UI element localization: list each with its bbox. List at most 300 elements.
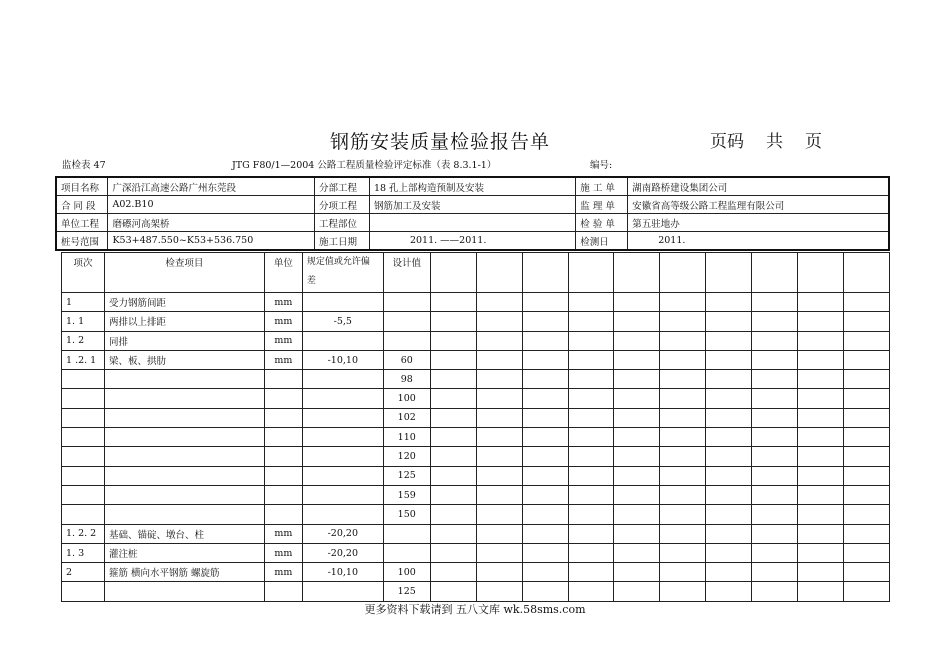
measure-cell — [476, 331, 522, 350]
measure-cell — [706, 428, 752, 447]
info-label: 施工日期 — [315, 232, 370, 251]
table-row — [62, 389, 890, 408]
measure-cell — [660, 293, 706, 312]
cell-unit: mm — [264, 331, 302, 350]
measure-cell — [568, 524, 614, 543]
measure-cell — [844, 563, 890, 582]
cell-unit — [264, 582, 302, 601]
cell-item: 梁、板、拱肋 — [104, 350, 264, 369]
measure-cell — [706, 370, 752, 389]
cell-design: 100 — [383, 389, 430, 408]
info-value: 安徽省高等级公路工程监理有限公司 — [628, 196, 889, 214]
cell-tol — [302, 582, 383, 601]
page-total-label: 共 — [766, 132, 783, 152]
cell-unit — [264, 408, 302, 427]
table-row — [62, 447, 890, 466]
measure-cell — [568, 563, 614, 582]
measure-cell — [476, 408, 522, 427]
measure-cell — [798, 543, 844, 562]
measure-cell — [798, 408, 844, 427]
measure-cell — [476, 350, 522, 369]
cell-tol — [302, 370, 383, 389]
cell-tol — [302, 505, 383, 524]
table-row — [62, 428, 890, 447]
cell-unit — [264, 447, 302, 466]
measure-cell — [522, 350, 568, 369]
cell-item — [104, 485, 264, 504]
project-info-table — [55, 176, 890, 251]
table-row — [62, 312, 890, 331]
cell-item — [104, 408, 264, 427]
measure-cell — [798, 389, 844, 408]
info-value: 18 孔上部构造预制及安装 — [369, 177, 575, 196]
cell-design — [383, 524, 430, 543]
measure-cell — [752, 370, 798, 389]
table-row — [62, 466, 890, 485]
measure-cell — [476, 485, 522, 504]
cell-unit — [264, 466, 302, 485]
cell-item: 箍筋 横向水平钢筋 螺旋筋 — [104, 563, 264, 582]
cell-item — [104, 370, 264, 389]
measure-cell — [706, 563, 752, 582]
measure-cell — [614, 485, 660, 504]
measure-cell — [430, 370, 476, 389]
measure-cell — [568, 543, 614, 562]
info-value: 磨礤河高架桥 — [108, 214, 315, 232]
measure-cell — [568, 293, 614, 312]
measure-cell — [844, 350, 890, 369]
measure-cell — [430, 582, 476, 601]
header-tolerance: 规定值或允许偏差 — [302, 253, 383, 293]
measure-cell — [522, 408, 568, 427]
measure-cell — [798, 312, 844, 331]
measure-cell — [476, 543, 522, 562]
measure-cell — [706, 350, 752, 369]
measure-cell — [614, 293, 660, 312]
measure-cell — [568, 408, 614, 427]
info-label: 分项工程 — [315, 196, 370, 214]
cell-item: 基础、锚碇、墩台、柱 — [104, 524, 264, 543]
measure-cell — [430, 428, 476, 447]
measure-cell — [752, 331, 798, 350]
measure-cell — [614, 331, 660, 350]
cell-design: 125 — [383, 466, 430, 485]
measure-cell — [430, 389, 476, 408]
cell-unit: mm — [264, 312, 302, 331]
measure-cell — [522, 485, 568, 504]
measure-cell — [430, 466, 476, 485]
measure-cell — [706, 447, 752, 466]
measure-cell — [522, 312, 568, 331]
measure-cell — [706, 505, 752, 524]
measure-cell — [798, 447, 844, 466]
measure-cell — [568, 485, 614, 504]
cell-tol: -10,10 — [302, 350, 383, 369]
cell-item: 两排以上排距 — [104, 312, 264, 331]
measure-cell — [568, 582, 614, 601]
info-value: K53+487.550~K53+536.750 — [108, 232, 315, 251]
measure-cell — [706, 485, 752, 504]
measure-cell — [706, 466, 752, 485]
measure-cell — [614, 447, 660, 466]
cell-unit: mm — [264, 293, 302, 312]
measure-cell — [522, 505, 568, 524]
measure-cell — [568, 428, 614, 447]
cell-no: 1. 1 — [62, 312, 105, 331]
measure-cell — [476, 563, 522, 582]
measure-cell — [568, 370, 614, 389]
measure-cell — [430, 447, 476, 466]
info-label: 检测日 — [576, 232, 628, 251]
cell-design — [383, 331, 430, 350]
measure-cell — [844, 582, 890, 601]
measure-cell — [706, 331, 752, 350]
measure-cell — [660, 543, 706, 562]
cell-no: 1 .2. 1 — [62, 350, 105, 369]
cell-no: 1. 3 — [62, 543, 105, 562]
measure-cell — [844, 466, 890, 485]
measure-cell — [614, 389, 660, 408]
measure-cell — [752, 543, 798, 562]
measure-cell — [476, 389, 522, 408]
info-value — [369, 214, 575, 232]
info-label: 桩号范围 — [56, 232, 108, 251]
measure-cell — [614, 466, 660, 485]
info-label: 单位工程 — [56, 214, 108, 232]
measure-cell — [660, 428, 706, 447]
cell-no: 1 — [62, 293, 105, 312]
cell-no: 2 — [62, 563, 105, 582]
measure-cell — [660, 370, 706, 389]
cell-unit — [264, 505, 302, 524]
info-value: 湖南路桥建设集团公司 — [628, 177, 889, 196]
measure-cell — [476, 312, 522, 331]
measure-cell — [614, 428, 660, 447]
measure-cell — [660, 447, 706, 466]
cell-no — [62, 408, 105, 427]
cell-unit — [264, 428, 302, 447]
measure-cell — [568, 331, 614, 350]
measure-cell — [798, 350, 844, 369]
measure-cell — [752, 447, 798, 466]
measure-cell — [522, 370, 568, 389]
cell-no — [62, 389, 105, 408]
measure-cell — [844, 524, 890, 543]
cell-design: 102 — [383, 408, 430, 427]
measure-cell — [752, 505, 798, 524]
measure-cell — [798, 582, 844, 601]
measure-cell — [752, 466, 798, 485]
table-header-row — [62, 253, 890, 293]
measure-cell — [706, 582, 752, 601]
info-value: 第五驻地办 — [628, 214, 889, 232]
measure-cell — [522, 447, 568, 466]
measure-cell — [522, 582, 568, 601]
info-row — [56, 177, 889, 196]
info-value: 2011. — [628, 232, 889, 251]
measure-cell — [430, 293, 476, 312]
measure-cell — [614, 524, 660, 543]
cell-design — [383, 293, 430, 312]
measure-cell — [752, 293, 798, 312]
cell-no — [62, 485, 105, 504]
measure-cell — [476, 466, 522, 485]
cell-item: 受力钢筋间距 — [104, 293, 264, 312]
inspection-table — [61, 252, 890, 602]
measure-cell — [798, 293, 844, 312]
measure-cell — [522, 331, 568, 350]
measure-cell — [844, 293, 890, 312]
page-info — [710, 127, 844, 152]
measure-cell — [660, 466, 706, 485]
measure-cell — [614, 543, 660, 562]
measure-cell — [844, 543, 890, 562]
measure-cell — [614, 350, 660, 369]
table-row — [62, 293, 890, 312]
table-row — [62, 563, 890, 582]
cell-design: 120 — [383, 447, 430, 466]
cell-tol — [302, 428, 383, 447]
cell-design — [383, 543, 430, 562]
cell-unit: mm — [264, 524, 302, 543]
footer-note: 更多资料下载请到 五八文库 wk.58sms.com — [364, 603, 586, 616]
measure-cell — [752, 408, 798, 427]
cell-design: 60 — [383, 350, 430, 369]
measure-cell — [522, 543, 568, 562]
measure-cell — [752, 312, 798, 331]
measure-cell — [798, 370, 844, 389]
cell-design: 125 — [383, 582, 430, 601]
measure-cell — [430, 312, 476, 331]
cell-unit: mm — [264, 563, 302, 582]
table-row — [62, 485, 890, 504]
cell-tol — [302, 408, 383, 427]
measure-cell — [798, 524, 844, 543]
form-number: 监检表 47 — [62, 160, 106, 171]
measure-cell — [844, 389, 890, 408]
measure-cell — [476, 370, 522, 389]
measure-cell — [752, 524, 798, 543]
cell-no — [62, 505, 105, 524]
cell-no: 1. 2. 2 — [62, 524, 105, 543]
cell-item — [104, 466, 264, 485]
cell-tol — [302, 485, 383, 504]
measure-cell — [844, 408, 890, 427]
info-label: 项目名称 — [56, 177, 108, 196]
table-row — [62, 350, 890, 369]
measure-cell — [522, 389, 568, 408]
measure-cell — [568, 466, 614, 485]
info-value: 钢筋加工及安装 — [369, 196, 575, 214]
info-value: 广深沿江高速公路广州东莞段 — [108, 177, 315, 196]
cell-tol: -10,10 — [302, 563, 383, 582]
info-row — [56, 196, 889, 214]
measure-cell — [844, 331, 890, 350]
measure-cell — [706, 312, 752, 331]
info-label: 监 理 单 — [576, 196, 628, 214]
standard-reference: JTG F80/1—2004 公路工程质量检验评定标准（表 8.3.1-1） — [232, 160, 497, 171]
measure-cell — [798, 485, 844, 504]
measure-cell — [430, 543, 476, 562]
measure-cell — [844, 505, 890, 524]
cell-unit — [264, 370, 302, 389]
measure-cell — [660, 408, 706, 427]
serial-label: 编号: — [590, 160, 613, 171]
measure-cell — [660, 389, 706, 408]
measure-cell — [844, 370, 890, 389]
cell-unit — [264, 485, 302, 504]
measure-cell — [660, 312, 706, 331]
cell-no — [62, 428, 105, 447]
measure-cell — [430, 524, 476, 543]
cell-item: 灌注桩 — [104, 543, 264, 562]
cell-design: 159 — [383, 485, 430, 504]
measure-cell — [660, 524, 706, 543]
measure-cell — [752, 350, 798, 369]
header-no: 项次 — [62, 253, 105, 293]
report-title: 钢筋安装质量检验报告单 — [330, 131, 551, 153]
measure-cell — [568, 505, 614, 524]
measure-cell — [660, 505, 706, 524]
info-label: 施 工 单 — [576, 177, 628, 196]
measure-cell — [614, 582, 660, 601]
measure-cell — [798, 505, 844, 524]
header-design: 设计值 — [383, 253, 430, 293]
table-row — [62, 543, 890, 562]
table-row — [62, 408, 890, 427]
measure-cell — [660, 582, 706, 601]
measure-cell — [798, 331, 844, 350]
measure-cell — [614, 370, 660, 389]
cell-no — [62, 466, 105, 485]
cell-no — [62, 582, 105, 601]
cell-tol — [302, 389, 383, 408]
cell-tol: -20,20 — [302, 543, 383, 562]
cell-item: 同排 — [104, 331, 264, 350]
info-label: 分部工程 — [315, 177, 370, 196]
measure-cell — [430, 563, 476, 582]
info-row — [56, 214, 889, 232]
measure-cell — [660, 331, 706, 350]
cell-no — [62, 370, 105, 389]
measure-cell — [660, 485, 706, 504]
header-item: 检查项目 — [104, 253, 264, 293]
cell-design: 150 — [383, 505, 430, 524]
measure-cell — [476, 524, 522, 543]
cell-tol — [302, 331, 383, 350]
cell-item — [104, 428, 264, 447]
cell-item — [104, 505, 264, 524]
measure-cell — [798, 563, 844, 582]
measure-cell — [476, 428, 522, 447]
cell-item — [104, 389, 264, 408]
cell-design — [383, 312, 430, 331]
cell-tol — [302, 447, 383, 466]
cell-item — [104, 582, 264, 601]
measure-cell — [522, 428, 568, 447]
info-value: A02.B10 — [108, 196, 315, 214]
measure-cell — [522, 293, 568, 312]
measure-cell — [706, 408, 752, 427]
measure-cell — [844, 312, 890, 331]
measure-cell — [752, 428, 798, 447]
measure-cell — [476, 582, 522, 601]
cell-no: 1. 2 — [62, 331, 105, 350]
measure-cell — [752, 485, 798, 504]
measure-cell — [430, 331, 476, 350]
measure-cell — [706, 524, 752, 543]
measure-cell — [568, 312, 614, 331]
info-label: 工程部位 — [315, 214, 370, 232]
page-label: 页码 — [710, 132, 744, 152]
measure-cell — [522, 524, 568, 543]
cell-tol — [302, 466, 383, 485]
measure-cell — [430, 350, 476, 369]
measure-cell — [522, 563, 568, 582]
measure-cell — [522, 466, 568, 485]
cell-no — [62, 447, 105, 466]
measure-cell — [614, 408, 660, 427]
table-row — [62, 331, 890, 350]
measure-cell — [614, 312, 660, 331]
table-row — [62, 370, 890, 389]
cell-design: 100 — [383, 563, 430, 582]
measure-cell — [798, 428, 844, 447]
table-row — [62, 582, 890, 601]
measure-cell — [614, 505, 660, 524]
cell-unit: mm — [264, 543, 302, 562]
measure-cell — [568, 447, 614, 466]
measure-cell — [844, 485, 890, 504]
measure-cell — [476, 505, 522, 524]
cell-design: 98 — [383, 370, 430, 389]
measure-cell — [752, 582, 798, 601]
measure-cell — [752, 563, 798, 582]
cell-item — [104, 447, 264, 466]
table-row — [62, 505, 890, 524]
measure-cell — [844, 447, 890, 466]
cell-unit: mm — [264, 350, 302, 369]
measure-cell — [430, 505, 476, 524]
cell-tol — [302, 293, 383, 312]
cell-tol: -5,5 — [302, 312, 383, 331]
measure-cell — [660, 350, 706, 369]
measure-cell — [798, 466, 844, 485]
measure-cell — [660, 563, 706, 582]
measure-cell — [568, 350, 614, 369]
measure-cell — [706, 543, 752, 562]
header-unit: 单位 — [264, 253, 302, 293]
measure-cell — [476, 447, 522, 466]
measure-cell — [752, 389, 798, 408]
measure-cell — [614, 563, 660, 582]
measure-cell — [430, 485, 476, 504]
page-unit-label: 页 — [805, 132, 822, 152]
cell-design: 110 — [383, 428, 430, 447]
measure-cell — [476, 293, 522, 312]
measure-cell — [568, 389, 614, 408]
info-label: 合 同 段 — [56, 196, 108, 214]
info-label: 检 验 单 — [576, 214, 628, 232]
measure-cell — [430, 408, 476, 427]
measure-cell — [844, 428, 890, 447]
cell-unit — [264, 389, 302, 408]
table-row — [62, 524, 890, 543]
info-row — [56, 232, 889, 251]
measure-cell — [706, 389, 752, 408]
cell-tol: -20,20 — [302, 524, 383, 543]
info-value: 2011. ——2011. — [369, 232, 575, 251]
